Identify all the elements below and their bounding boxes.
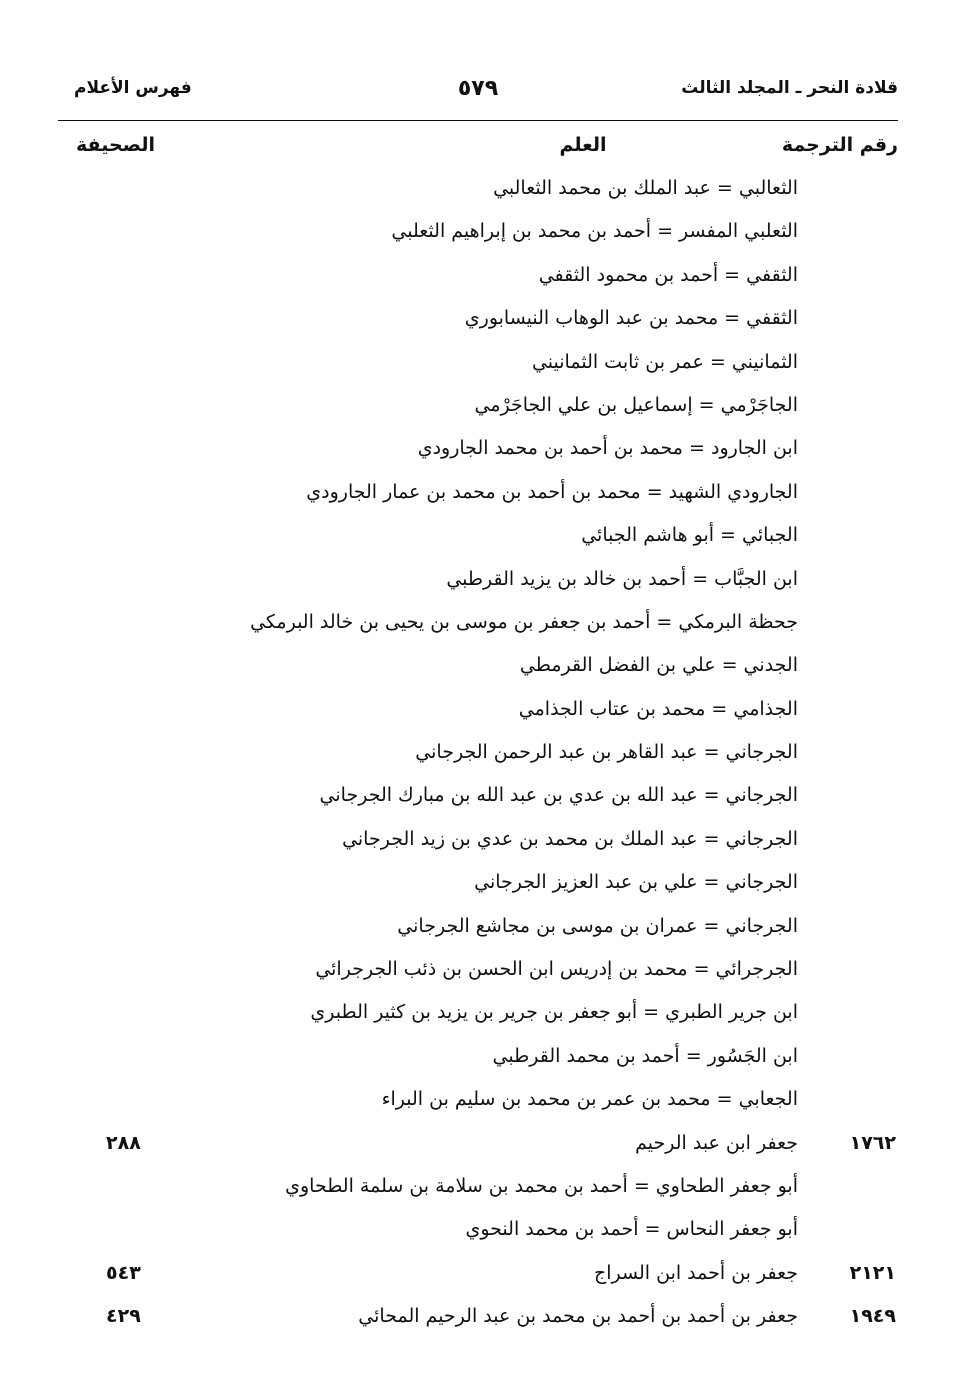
index-entry (0, 1258, 956, 1301)
entry-name: الثعالبي = عبد الملك بن محمد الثعالبي (493, 177, 798, 199)
entry-name: جعفر ابن عبد الرحيم (635, 1131, 798, 1154)
index-entry (0, 216, 956, 259)
entry-name: الجرجاني = عبد القاهر بن عبد الرحمن الجرجاني (415, 741, 798, 764)
entry-number: ٢١٢١ (849, 1261, 896, 1284)
index-entry (0, 303, 956, 346)
entry-number: ١٩٤٩ (849, 1305, 896, 1328)
entry-name: الثمانيني = عمر بن ثابت الثمانيني (531, 350, 798, 373)
column-header-number: رقم الترجمة (781, 134, 898, 156)
entry-page: ٢٨٨ (106, 1131, 141, 1154)
index-entry (0, 520, 956, 563)
entry-name: الجاجَرْمي = إسماعيل بن علي الجاجَرْمي (474, 393, 798, 416)
entry-name: الجرجاني = عمران بن موسى بن مجاشع الجرجاني (397, 914, 798, 937)
index-entry (0, 650, 956, 693)
index-entry (0, 1084, 956, 1127)
entry-name: الثقفي = محمد بن عبد الوهاب النيسابوري (464, 307, 798, 330)
entry-name: الجرجرائي = محمد بن إدريس ابن الحسن بن ذئب الجرجرائي (315, 958, 798, 981)
index-entry (0, 433, 956, 476)
index-entry (0, 780, 956, 823)
index-entry (0, 260, 956, 303)
running-header-title: قلادة النحر ـ المجلد الثالث (681, 78, 898, 98)
index-entry (0, 1041, 956, 1084)
index-entry (0, 173, 956, 216)
index-entries (0, 173, 956, 1345)
entry-name: ابن جرير الطبري = أبو جعفر بن جرير بن يزيد بن كثير الطبري (310, 1001, 798, 1024)
entry-name: الثعلبي المفسر = أحمد بن محمد بن إبراهيم الثعلبي (391, 220, 798, 243)
entry-name: الجرجاني = عبد الله بن عدي بن عبد الله بن مبارك الجرجاني (319, 784, 798, 807)
index-entry (0, 737, 956, 780)
entry-name: الثقفي = أحمد بن محمود الثقفي (538, 263, 798, 286)
index-entry (0, 390, 956, 433)
entry-name: ابن الجبَّاب = أحمد بن خالد بن يزيد القرطبي (446, 567, 798, 590)
entry-name: الجرجاني = عبد الملك بن محمد بن عدي بن زيد الجرجاني (342, 827, 798, 850)
index-entry (0, 607, 956, 650)
running-header-section: فهرس الأعلام (74, 78, 192, 98)
index-entry (0, 1301, 956, 1344)
entry-name: جعفر بن أحمد ابن السراج (594, 1261, 798, 1284)
index-entry (0, 867, 956, 910)
index-entry (0, 694, 956, 737)
index-entry (0, 477, 956, 520)
entry-number: ١٧٦٢ (849, 1131, 896, 1154)
entry-page: ٥٤٣ (106, 1261, 141, 1284)
entry-name: الجبائي = أبو هاشم الجبائي (581, 524, 798, 547)
column-header-page: الصحيفة (76, 134, 156, 156)
entry-name: ابن الجارود = محمد بن أحمد بن محمد الجارودي (417, 437, 798, 460)
entry-name: الجعابي = محمد بن عمر بن محمد بن سليم بن البراء (381, 1088, 798, 1111)
index-entry (0, 824, 956, 867)
column-header-name: العلم (559, 134, 607, 156)
entry-name: أبو جعفر النحاس = أحمد بن محمد النحوي (465, 1218, 798, 1241)
index-entry (0, 911, 956, 954)
entry-name: ابن الجَسُور = أحمد بن محمد القرطبي (492, 1044, 798, 1067)
entry-name: أبو جعفر الطحاوي = أحمد بن محمد بن سلامة بن سلمة الطحاوي (285, 1174, 798, 1197)
index-entry (0, 1214, 956, 1257)
entry-page: ٤٢٩ (106, 1305, 141, 1328)
entry-name: جحظة البرمكي = أحمد بن جعفر بن موسى بن يحيى بن خالد البرمكي (250, 610, 798, 633)
index-entry (0, 564, 956, 607)
index-entry (0, 347, 956, 390)
entry-name: الجدني = علي بن الفضل القرمطي (519, 654, 798, 677)
entry-name: الجرجاني = علي بن عبد العزيز الجرجاني (474, 871, 798, 894)
index-entry (0, 997, 956, 1040)
index-entry (0, 1171, 956, 1214)
index-entry (0, 954, 956, 997)
page-number: ٥٧٩ (457, 76, 499, 101)
header-divider (58, 120, 898, 121)
entry-name: الجارودي الشهيد = محمد بن أحمد بن محمد بن عمار الجارودي (306, 480, 798, 503)
entry-name: جعفر بن أحمد بن أحمد بن محمد بن عبد الرحيم المحائي (358, 1305, 798, 1328)
entry-name: الجذامي = محمد بن عتاب الجذامي (518, 697, 798, 720)
index-entry (0, 1128, 956, 1171)
